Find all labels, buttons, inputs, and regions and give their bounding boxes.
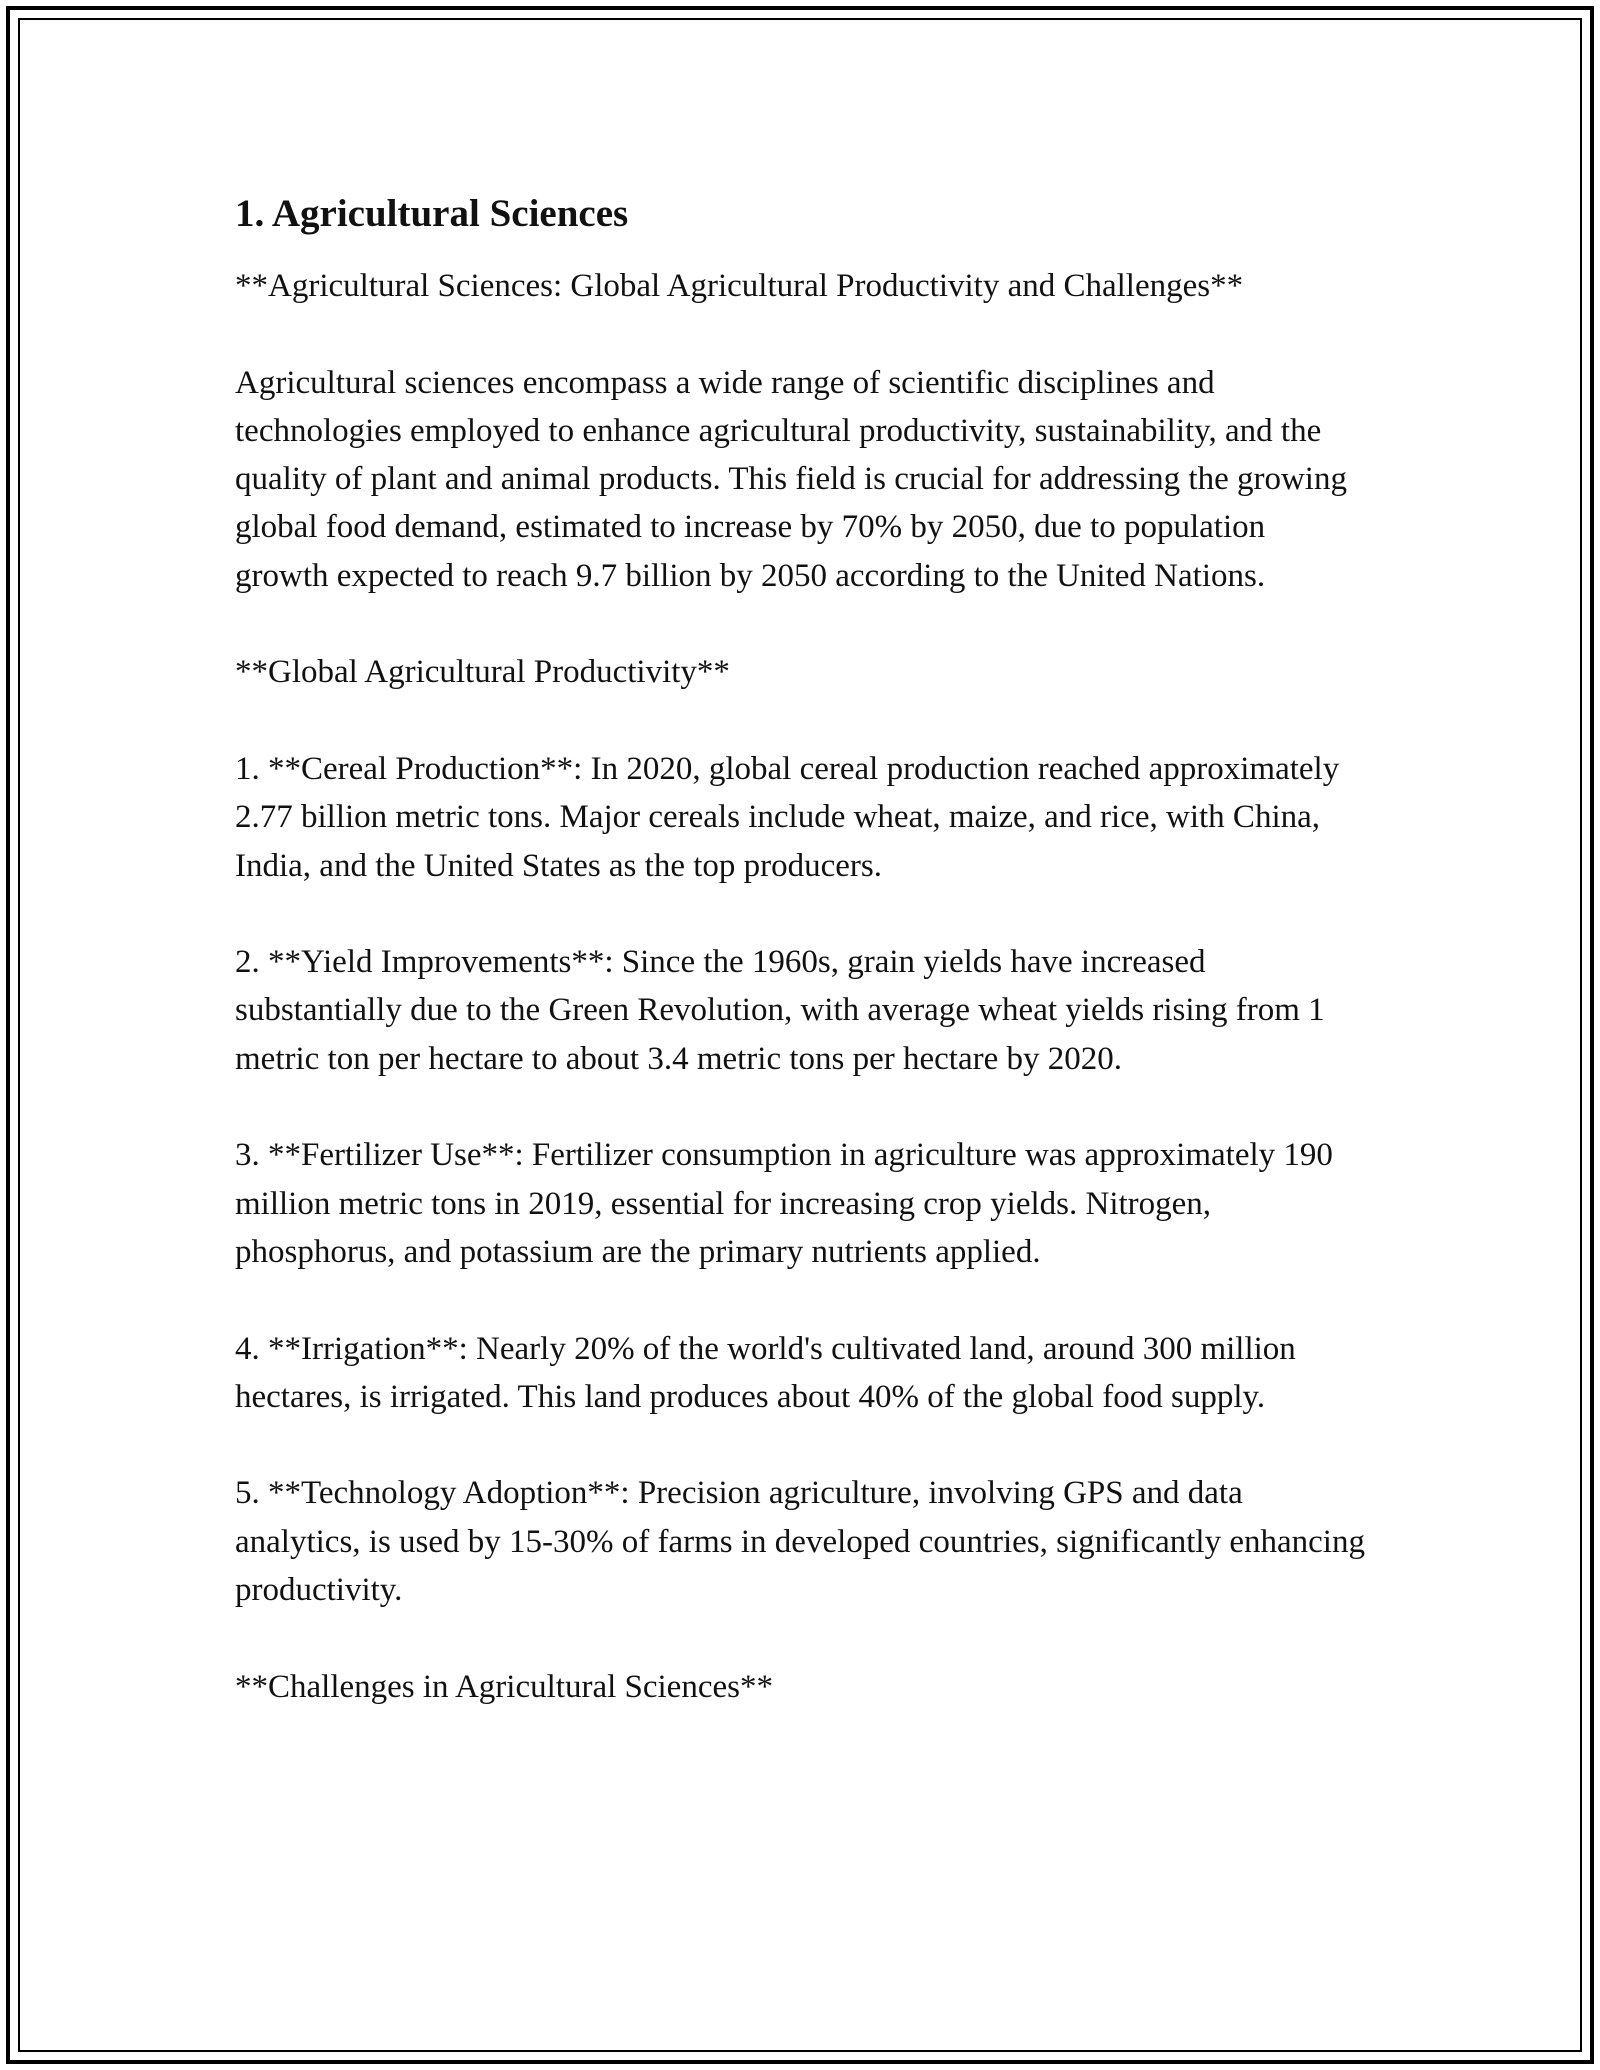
section-heading: 1. Agricultural Sciences: [235, 192, 629, 235]
intro-paragraph: Agricultural sciences encompass a wide range of scientific disciplines and technologies employed to enhance agricultural productivity, sustainability, and the quality of plant and animal products. This field is crucial for addressing the growing global food demand, estimated to increase by 70% by 2050, due to population growth expected to reach 9.7 billion by 2050 according to the United Nations.: [235, 364, 1347, 594]
list-item-irrigation: 4. **Irrigation**: Nearly 20% of the world's cultivated land, around 300 million hectares, is irrigated. This land produces about 40% of the global food supply.: [235, 1330, 1296, 1415]
list-item-fertilizer-use: 3. **Fertilizer Use**: Fertilizer consumption in agriculture was approximately 190 million metric tons in 2019, essential for increasing crop yields. Nitrogen, phosphorus, and potassium are the primary nutrients applied.: [235, 1137, 1333, 1270]
document-subtitle: **Agricultural Sciences: Global Agricultural Productivity and Challenges**: [235, 268, 1244, 304]
list-item-technology-adoption: 5. **Technology Adoption**: Precision agriculture, involving GPS and data analytics, is used by 15-30% of farms in developed countries, significantly enhancing productivity.: [235, 1475, 1365, 1609]
list-item-cereal-production: 1. **Cereal Production**: In 2020, global cereal production reached approximately 2.77 billion metric tons. Major cereals include wheat, maize, and rice, with China, India, and the United States as the top producers.: [235, 750, 1340, 884]
productivity-heading: **Global Agricultural Productivity**: [235, 654, 730, 691]
list-item-yield-improvements: 2. **Yield Improvements**: Since the 1960s, grain yields have increased substantially due to the Green Revolution, with average wheat yields rising from 1 metric ton per hectare to about 3.4 metric tons per hectare by 2020.: [235, 944, 1325, 1077]
challenges-heading: **Challenges in Agricultural Sciences**: [235, 1668, 773, 1705]
document-body: [235, 186, 1365, 1711]
